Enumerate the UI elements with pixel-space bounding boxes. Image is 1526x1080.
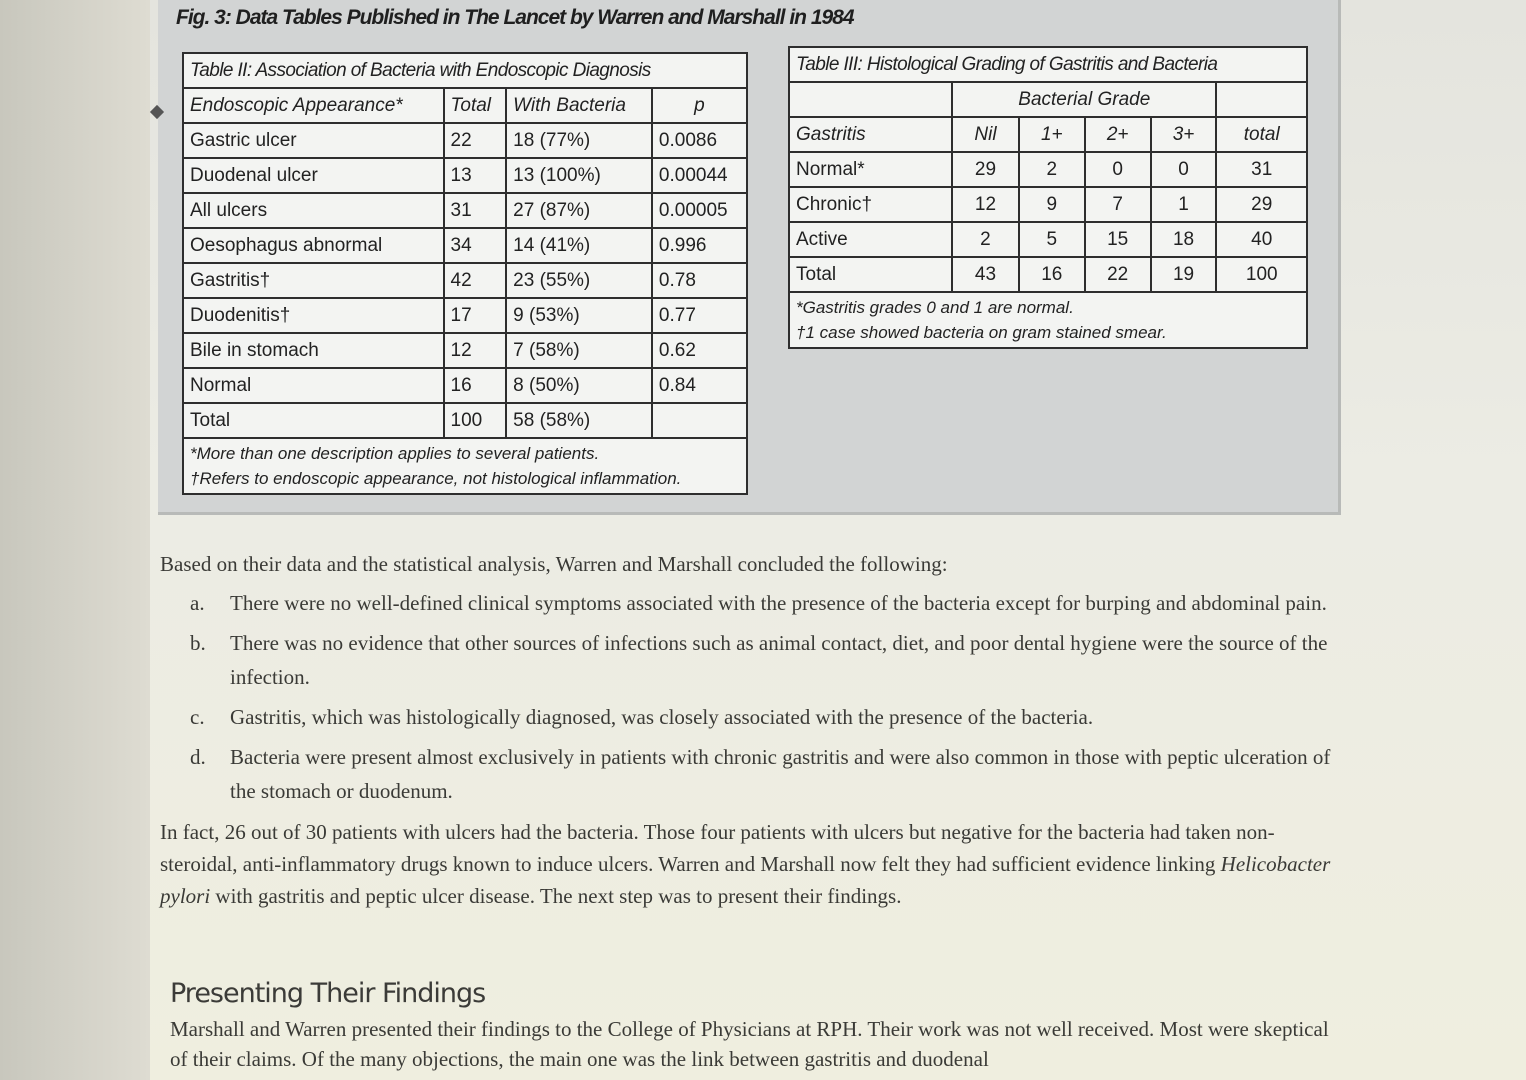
table-cell: Bile in stomach xyxy=(183,333,444,368)
column-header: Endoscopic Appearance* xyxy=(183,88,444,123)
table-cell: 22 xyxy=(1085,257,1151,292)
figure-title: Fig. 3: Data Tables Published in The Lancet by Warren and Marshall in 1984 xyxy=(176,6,854,29)
table-row xyxy=(789,187,1307,222)
table-cell: 0.996 xyxy=(652,228,747,263)
intro-paragraph: Based on their data and the statistical analysis, Warren and Marshall concluded the following: xyxy=(160,552,948,576)
table-row xyxy=(789,257,1307,292)
column-header: p xyxy=(652,88,747,123)
list-letter: b. xyxy=(190,631,206,655)
table-cell: 0 xyxy=(1151,152,1217,187)
table-cell: 40 xyxy=(1216,222,1307,257)
list-item xyxy=(160,740,1350,808)
column-header: 3+ xyxy=(1151,117,1217,152)
table-cell: 18 xyxy=(1151,222,1217,257)
table-cell: 0.62 xyxy=(652,333,747,368)
table-cell: 27 (87%) xyxy=(506,193,652,228)
table-cell: 7 (58%) xyxy=(506,333,652,368)
species-name: Helicobacter pylori xyxy=(160,852,1331,908)
table-footnotes xyxy=(789,292,1307,348)
table-cell: 14 (41%) xyxy=(506,228,652,263)
table-cell: 16 xyxy=(444,368,507,403)
table-cell: 12 xyxy=(952,187,1019,222)
table-group-header-row xyxy=(789,82,1307,117)
table-cell: 8 (50%) xyxy=(506,368,652,403)
table-row xyxy=(183,263,747,298)
table-row xyxy=(789,152,1307,187)
table-cell: 0.00005 xyxy=(652,193,747,228)
table-footnote-row xyxy=(183,438,747,494)
table-header-row xyxy=(789,117,1307,152)
table-cell xyxy=(1216,82,1307,117)
table-row xyxy=(183,158,747,193)
table-cell: 100 xyxy=(444,403,507,438)
column-header: 2+ xyxy=(1085,117,1151,152)
table-cell: 0 xyxy=(1085,152,1151,187)
footnote: *Gastritis grades 0 and 1 are normal. xyxy=(796,298,1074,317)
list-item xyxy=(160,626,1350,694)
table-cell: 42 xyxy=(444,263,507,298)
summary-paragraph xyxy=(160,816,1350,912)
table-cell: Total xyxy=(789,257,952,292)
table-cell: 17 xyxy=(444,298,507,333)
list-letter: c. xyxy=(190,705,205,729)
table-row xyxy=(789,222,1307,257)
group-header: Bacterial Grade xyxy=(952,82,1216,117)
table-cell: 0.84 xyxy=(652,368,747,403)
table-cell: 0.77 xyxy=(652,298,747,333)
table-cell: Active xyxy=(789,222,952,257)
table-cell: 0.0086 xyxy=(652,123,747,158)
column-header: 1+ xyxy=(1019,117,1085,152)
table-cell: 2 xyxy=(1019,152,1085,187)
table-cell: 15 xyxy=(1085,222,1151,257)
table-cell: 58 (58%) xyxy=(506,403,652,438)
table-cell: 9 (53%) xyxy=(506,298,652,333)
section-heading: Presenting Their Findings xyxy=(170,978,486,1009)
column-header: Total xyxy=(444,88,507,123)
table-cell: 5 xyxy=(1019,222,1085,257)
table-cell: Chronic† xyxy=(789,187,952,222)
list-text: Bacteria were present almost exclusively in patients with chronic gastritis and were also common in those with peptic ulceration of the stomach or duodenum. xyxy=(230,745,1331,803)
table-cell: 19 xyxy=(1151,257,1217,292)
list-item xyxy=(160,586,1350,620)
table-cell: 23 (55%) xyxy=(506,263,652,298)
table-cell: Normal xyxy=(183,368,444,403)
table-cell: Oesophagus abnormal xyxy=(183,228,444,263)
table-cell: Duodenal ulcer xyxy=(183,158,444,193)
table-cell: 29 xyxy=(952,152,1019,187)
table-cell xyxy=(789,82,952,117)
column-header: Gastritis xyxy=(789,117,952,152)
table-row xyxy=(183,228,747,263)
table-caption-row xyxy=(183,53,747,88)
section-paragraph: Marshall and Warren presented their findings to the College of Physicians at RPH. Their work was not well received. Most were skeptical of their claims. Of the many objections, the main one was the link between gastritis and duodenal xyxy=(170,1017,1329,1071)
table-footnote-row xyxy=(789,292,1307,348)
table-row xyxy=(183,193,747,228)
list-letter: d. xyxy=(190,745,206,769)
table-header-row xyxy=(183,88,747,123)
table-cell xyxy=(652,403,747,438)
table-cell: 16 xyxy=(1019,257,1085,292)
table-footnotes xyxy=(183,438,747,494)
table-cell: Normal* xyxy=(789,152,952,187)
list-text: Gastritis, which was histologically diagnosed, was closely associated with the presence of the bacteria. xyxy=(230,705,1094,729)
table-cell: 1 xyxy=(1151,187,1217,222)
table-cell: 18 (77%) xyxy=(506,123,652,158)
table-row xyxy=(183,368,747,403)
table-cell: 0.78 xyxy=(652,263,747,298)
table-row xyxy=(183,298,747,333)
table-ii xyxy=(182,52,748,495)
table-cell: 13 (100%) xyxy=(506,158,652,193)
table-cell: 0.00044 xyxy=(652,158,747,193)
list-text: There was no evidence that other sources of infections such as animal contact, diet, and poor dental hygiene were the source of the infection. xyxy=(230,631,1328,689)
table-cell: Gastric ulcer xyxy=(183,123,444,158)
table-row xyxy=(183,123,747,158)
paragraph-text: In fact, 26 out of 30 patients with ulcers had the bacteria. Those four patients with ulcers but negative for the bacteria had taken non-steroidal, anti-inflammatory drugs known to induce ulcers. Warren and Marshall now felt they had sufficient evidence linking xyxy=(160,820,1275,876)
footnote: *More than one description applies to several patients. xyxy=(190,444,600,463)
conclusions-list xyxy=(160,586,1350,808)
table-cell: 31 xyxy=(1216,152,1307,187)
table-iii xyxy=(788,46,1308,349)
table-caption-row xyxy=(789,47,1307,82)
column-header: Nil xyxy=(952,117,1019,152)
page-shadow xyxy=(0,0,150,1080)
table-cell: 43 xyxy=(952,257,1019,292)
table-row xyxy=(183,403,747,438)
table-cell: 9 xyxy=(1019,187,1085,222)
table-cell: 12 xyxy=(444,333,507,368)
list-item xyxy=(160,700,1350,734)
table-cell: 22 xyxy=(444,123,507,158)
paragraph-text: with gastritis and peptic ulcer disease. The next step was to present their findings. xyxy=(210,884,902,908)
table-cell: Total xyxy=(183,403,444,438)
footnote: †1 case showed bacteria on gram stained smear. xyxy=(796,323,1167,342)
table-cell: Gastritis† xyxy=(183,263,444,298)
list-text: There were no well-defined clinical symptoms associated with the presence of the bacteria except for burping and abdominal pain. xyxy=(230,591,1327,615)
table-cell: 31 xyxy=(444,193,507,228)
table-cell: 2 xyxy=(952,222,1019,257)
table-cell: 29 xyxy=(1216,187,1307,222)
column-header: total xyxy=(1216,117,1307,152)
table-cell: All ulcers xyxy=(183,193,444,228)
table-cell: 13 xyxy=(444,158,507,193)
list-letter: a. xyxy=(190,591,205,615)
body-text xyxy=(160,548,1350,912)
table-cell: 100 xyxy=(1216,257,1307,292)
table-cell: 34 xyxy=(444,228,507,263)
column-header: With Bacteria xyxy=(506,88,652,123)
table-ii-caption: Table II: Association of Bacteria with Endoscopic Diagnosis xyxy=(183,53,747,88)
table-iii-caption: Table III: Histological Grading of Gastritis and Bacteria xyxy=(789,47,1307,82)
table-row xyxy=(183,333,747,368)
table-cell: 7 xyxy=(1085,187,1151,222)
table-cell: Duodenitis† xyxy=(183,298,444,333)
footnote: †Refers to endoscopic appearance, not histological inflammation. xyxy=(190,469,682,488)
